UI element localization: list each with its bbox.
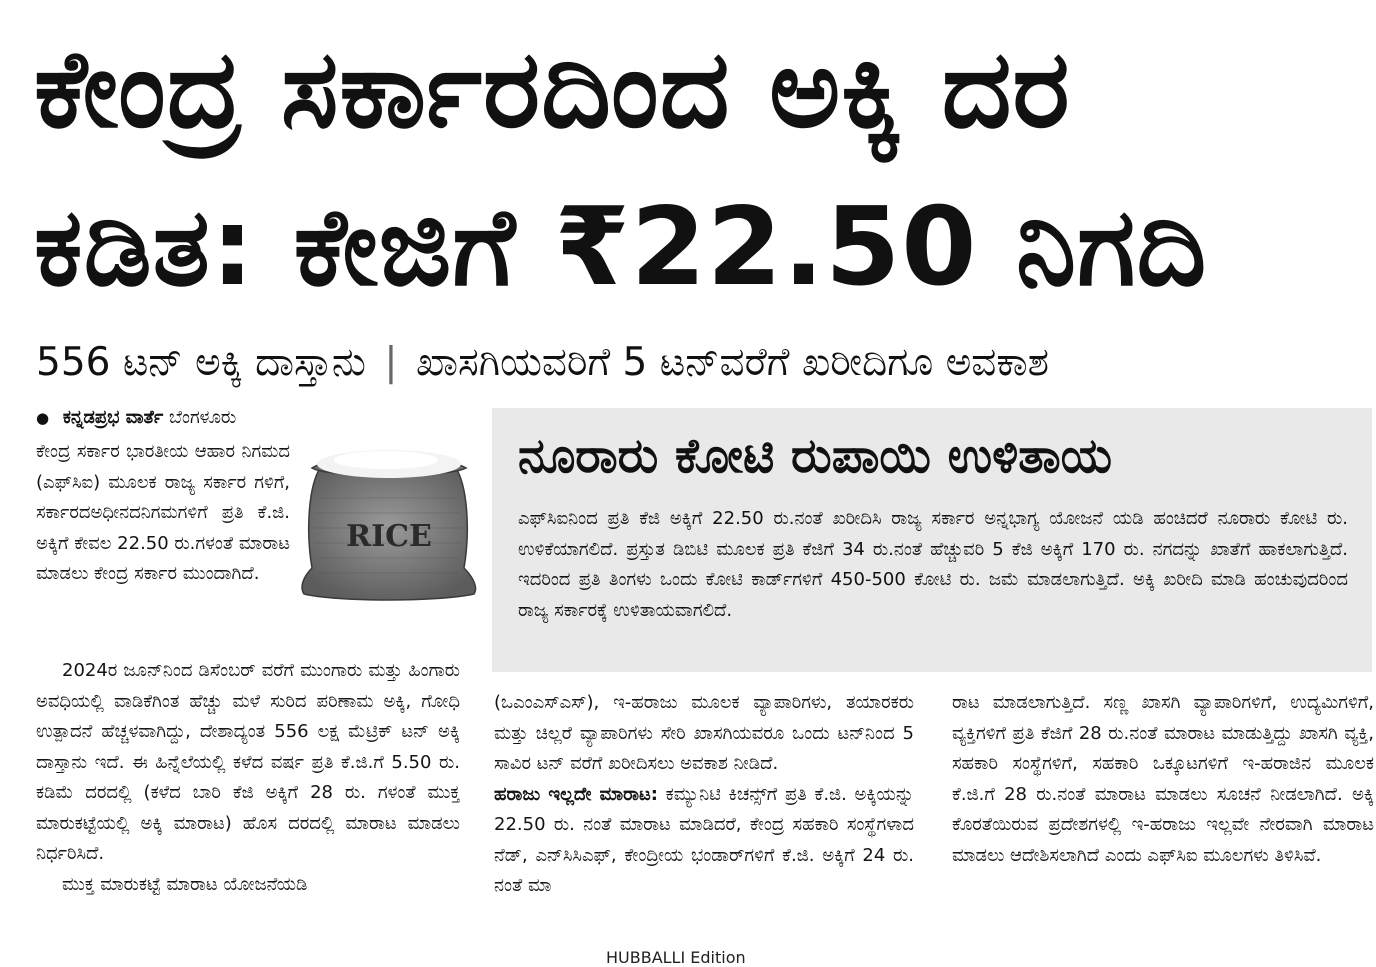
edition-label: HUBBALLI Edition [606, 948, 746, 967]
article-paragraph: ಮುಕ್ತ ಮಾರುಕಟ್ಟೆ ಮಾರಾಟ ಯೋಜನೆಯಡಿ [62, 873, 308, 895]
subheadline-right: ಖಾಸಗಿಯವರಿಗೆ 5 ಟನ್‌ವರೆಗೆ ಖರೀದಿಗೂ ಅವಕಾಶ [415, 340, 1050, 385]
sidebar-box-title: ನೂರಾರು ಕೋಟಿ ರುಪಾಯಿ ಉಳಿತಾಯ [518, 428, 1113, 484]
article-paragraph: (ಒಎಂಎಸ್‌ಎಸ್), ಇ-ಹರಾಜು ಮೂಲಕ ವ್ಯಾಪಾರಿಗಳು, ತಯಾರಕರು ಮತ್ತು ಚಿಲ್ಲರೆ ವ್ಯಾಪಾರಿಗಳು ಸೇರಿ ಖಾಸಗಿಯವರೂ ಒಂದು ಟನ್‌ನಿಂದ 5 ಸಾವಿರ ಟನ್ ವರೆಗೆ ಖರೀದಿಸಲು ಅವಕಾಶ ನೀಡಿದೆ. [494, 692, 914, 774]
subsection-lead: ಹರಾಜು ಇಲ್ಲದೇ ಮಾರಾಟ: [494, 783, 658, 805]
column-1-bottom [36, 656, 460, 900]
subheadline-separator: | [384, 340, 398, 385]
article-paragraph [494, 780, 914, 902]
rice-sack-label: RICE [346, 519, 432, 554]
subheadline [36, 336, 1356, 390]
article-text: ಕಮ್ಯುನಿಟಿ ಕಿಚನ್ಸ್‌ಗೆ ಪ್ರತಿ ಕೆ.ಜಿ. ಅಕ್ಕಿಯನ್ನು 22.50 ರು. ನಂತೆ ಮಾರಾಟ ಮಾಡಿದರೆ, ಕೇಂದ್ರ ಸಹಕಾರಿ ಸಂಸ್ಥೆಗಳಾದ ನೆಡ್, ಎನ್‌ಸಿಸಿಎಫ್, ಕೇಂದ್ರೀಯ ಭಂಡಾರ್‌ಗಳಿಗೆ ಕೆ.ಜಿ. ಅಕ್ಕಿಗೆ 24 ರು. ನಂತೆ ಮಾ [494, 783, 914, 896]
article-paragraph: ಕೇಂದ್ರ ಸರ್ಕಾರ ಭಾರತೀಯ ಆಹಾರ ನಿಗಮದ (ಎಫ್‌ಸಿಐ) ಮೂಲಕ ರಾಜ್ಯ ಸರ್ಕಾರ ಗಳಿಗೆ, ಸರ್ಕಾರದಅಧೀನದನಿಗಮಗಳಿಗೆ ಪ್ರತಿ ಕೆ.ಜಿ. ಅಕ್ಕಿಗೆ ಕೇವಲ 22.50 ರು.ಗಳಂತೆ ಮಾರಾಟ ಮಾಡಲು ಕೇಂದ್ರ ಸರ್ಕಾರ ಮುಂದಾಗಿದೆ. [36, 441, 290, 584]
byline [36, 405, 236, 431]
headline-line-1: ಕೇಂದ್ರ ಸರ್ಕಾರದಿಂದ ಅಕ್ಕಿ ದರ [34, 27, 1071, 152]
column-3 [952, 688, 1374, 871]
column-2 [494, 688, 914, 902]
rice-sack-icon [298, 438, 480, 608]
article-paragraph: 2024ರ ಜೂನ್‌ನಿಂದ ಡಿಸೆಂಬರ್ ವರೆಗೆ ಮುಂಗಾರು ಮತ್ತು ಹಿಂಗಾರು ಅವಧಿಯಲ್ಲಿ ವಾಡಿಕೆಗಿಂತ ಹೆಚ್ಚು ಮಳೆ ಸುರಿದ ಪರಿಣಾಮ ಅಕ್ಕಿ, ಗೋಧಿ ಉತ್ಪಾದನೆ ಹೆಚ್ಚಳವಾಗಿದ್ದು, ದೇಶಾದ್ಯಂತ 556 ಲಕ್ಷ ಮೆಟ್ರಿಕ್ ಟನ್ ಅಕ್ಕಿ ದಾಸ್ತಾನು ಇದೆ. ಈ ಹಿನ್ನೆಲೆಯಲ್ಲಿ ಕಳೆದ ವರ್ಷ ಪ್ರತಿ ಕೆ.ಜಿ.ಗೆ 5.50 ರು. ಕಡಿಮೆ ದರದಲ್ಲಿ (ಕಳೆದ ಬಾರಿ ಕೆಜಿ ಅಕ್ಕಿಗೆ 28 ರು. ಗಳಂತೆ ಮುಕ್ತ ಮಾರುಕಟ್ಟೆಯಲ್ಲಿ ಅಕ್ಕಿ ಮಾರಾಟ) ಹೊಸ ದರದಲ್ಲಿ ಮಾರಾಟ ಮಾಡಲು ನಿರ್ಧರಿಸಿದೆ. [36, 660, 460, 864]
sidebar-box-text: ಎಫ್‌ಸಿಐನಿಂದ ಪ್ರತಿ ಕೆಜಿ ಅಕ್ಕಿಗೆ 22.50 ರು.ನಂತೆ ಖರೀದಿಸಿ ರಾಜ್ಯ ಸರ್ಕಾರ ಅನ್ನಭಾಗ್ಯ ಯೋಜನೆ ಯಡಿ ಹಂಚಿದರೆ ನೂರಾರು ಕೋಟಿ ರು. ಉಳಿಕೆಯಾಗಲಿದೆ. ಪ್ರಸ್ತುತ ಡಿಬಿಟಿ ಮೂಲಕ ಪ್ರತಿ ಕೆಜಿಗೆ 34 ರು.ನಂತೆ ಹೆಚ್ಚುವರಿ 5 ಕೆಜಿ ಅಕ್ಕಿಗೆ 170 ರು. ನಗದನ್ನು ಖಾತೆಗೆ ಹಾಕಲಾಗುತ್ತಿದೆ. ಇದರಿಂದ ಪ್ರತಿ ತಿಂಗಳು ಒಂದು ಕೋಟಿ ಕಾರ್ಡ್‌ಗಳಿಗೆ 450-500 ಕೋಟಿ ರು. ಜಮೆ ಮಾಡಲಾಗುತ್ತಿದೆ. ಅಕ್ಕಿ ಖರೀದಿ ಮಾಡಿ ಹಂಚುವುದರಿಂದ ರಾಜ್ಯ ಸರ್ಕಾರಕ್ಕೆ ಉಳಿತಾಯವಾಗಲಿದೆ. [518, 508, 1348, 621]
byline-place: ಬೆಂಗಳೂರು [168, 407, 237, 428]
headline-line-2: ಕಡಿತ: ಕೇಜಿಗೆ ₹22.50 ನಿಗದಿ [34, 185, 1208, 310]
sidebar-box [492, 408, 1372, 672]
article-paragraph: ರಾಟ ಮಾಡಲಾಗುತ್ತಿದೆ. ಸಣ್ಣ ಖಾಸಗಿ ವ್ಯಾಪಾರಿಗಳಿಗೆ, ಉದ್ಯಮಿಗಳಿಗೆ, ವ್ಯಕ್ತಿಗಳಿಗೆ ಪ್ರತಿ ಕೆಜಿಗೆ 28 ರು.ನಂತೆ ಮಾರಾಟ ಮಾಡುತ್ತಿದ್ದು ಖಾಸಗಿ ವ್ಯಕ್ತಿ, ಸಹಕಾರಿ ಸಂಸ್ಥೆಗಳಿಗೆ, ಸಹಕಾರಿ ಒಕ್ಕೂಟಗಳಿಗೆ ಇ-ಹರಾಜಿನ ಮೂಲಕ ಕೆ.ಜಿ.ಗೆ 28 ರು.ನಂತೆ ಮಾರಾಟ ಮಾಡಲು ಸೂಚನೆ ನೀಡಲಾಗಿದೆ. ಅಕ್ಕಿ ಕೊರತೆಯಿರುವ ಪ್ರದೇಶಗಳಲ್ಲಿ ಇ-ಹರಾಜು ಇಲ್ಲವೇ ನೇರವಾಗಿ ಮಾರಾಟ ಮಾಡಲು ಆದೇಶಿಸಲಾಗಿದೆ ಎಂದು ಎಫ್‌ಸಿಐ ಮೂಲಗಳು ತಿಳಿಸಿವೆ. [952, 692, 1374, 866]
column-1-top [36, 437, 290, 590]
subheadline-left: 556 ಟನ್ ಅಕ್ಕಿ ದಾಸ್ತಾನು [36, 340, 366, 385]
byline-source: ಕನ್ನಡಪ್ರಭ ವಾರ್ತೆ [62, 407, 164, 428]
byline-bullet: ● [36, 409, 50, 427]
